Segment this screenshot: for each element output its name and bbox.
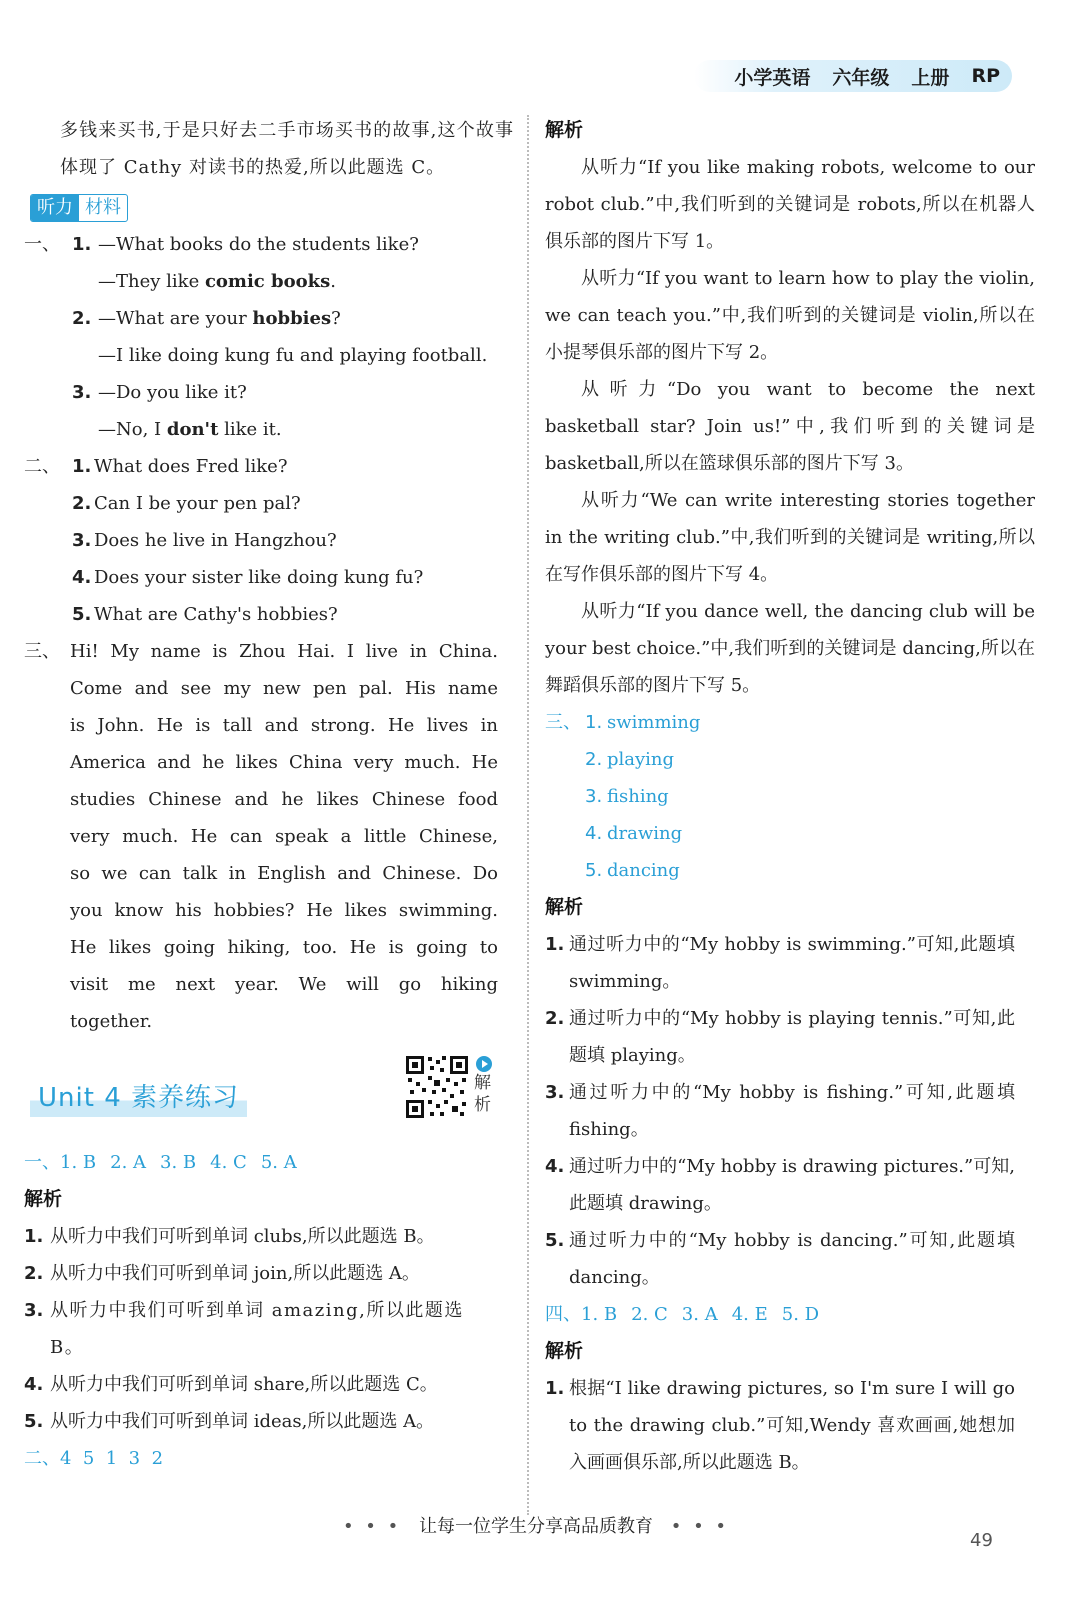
list-item: Does your sister like doing kung fu? xyxy=(94,567,424,588)
explain-text: 从听力中我们可听到单词 amazing,所以此题选 B。 xyxy=(50,1300,464,1358)
left-column xyxy=(24,112,514,1477)
item-number: 2. xyxy=(72,493,92,514)
tag-part1: 听力 xyxy=(31,195,79,221)
answer: playing xyxy=(607,749,675,770)
item-number: 2. xyxy=(585,749,603,770)
unit-explain-list xyxy=(24,1218,514,1440)
item-number: 4. xyxy=(24,1374,44,1395)
item-number: 3. xyxy=(72,382,92,403)
answer: 1. B xyxy=(60,1152,97,1173)
item-number: 4. xyxy=(585,823,603,844)
section-label: 一、 xyxy=(24,234,60,255)
item-number: 1. xyxy=(545,1378,565,1399)
unit-answers-1 xyxy=(24,1144,514,1181)
item-number: 5. xyxy=(24,1411,44,1432)
item-number: 4. xyxy=(545,1156,565,1177)
item-number: 3. xyxy=(585,786,603,807)
play-icon[interactable] xyxy=(476,1056,492,1072)
section-4-explain xyxy=(545,1370,1035,1481)
section-3-answers xyxy=(545,704,1035,889)
explain-text: 通过听力中的“My hobby is dancing.”可知,此题填 dancing。 xyxy=(569,1230,1015,1288)
item-number: 5. xyxy=(585,860,603,881)
explain-text: 通过听力中的“My hobby is swimming.”可知,此题填 swimming。 xyxy=(569,934,1015,992)
explain-text: 从听力中我们可听到单词 clubs,所以此题选 B。 xyxy=(50,1226,435,1247)
answer: 2. C xyxy=(631,1304,668,1325)
explain-text: 通过听力中的“My hobby is playing tennis.”可知,此题填 playing。 xyxy=(569,1008,1015,1066)
column-divider xyxy=(527,115,529,1515)
dialog-line: —They like comic books. xyxy=(98,271,336,292)
item-number: 2. xyxy=(24,1263,44,1284)
item-number: 1. xyxy=(585,712,603,733)
explain-text: 从听力中我们可听到单词 join,所以此题选 A。 xyxy=(50,1263,420,1284)
passage-text: Hi! My name is Zhou Hai. I live in China. Come and see my new pen pal. His name is John. He is tall and strong. He lives in America and he likes China very much. He studies Chinese and he likes Chinese food very much. He can speak a little Chinese, so we can talk in English and Chinese. Do you know his hobbies? He likes swimming. He likes going hiking, too. He is going to visit me next year. We will go hiking together. xyxy=(70,641,498,1032)
analysis-heading: 解析 xyxy=(545,1340,584,1362)
dots-icon: • • • xyxy=(342,1516,402,1537)
answer: 5. D xyxy=(781,1304,820,1325)
dialog-line: —No, I don't like it. xyxy=(98,419,282,440)
answer: 3. A xyxy=(681,1304,718,1325)
explain-text: 通过听力中的“My hobby is drawing pictures.”可知,此题填 drawing。 xyxy=(569,1156,1015,1214)
answer: 5. A xyxy=(260,1152,297,1173)
dots-icon: • • • xyxy=(670,1516,730,1537)
answer: drawing xyxy=(607,823,683,844)
analysis-paragraph: 从听力“If you like making robots, welcome to our robot club.”中,我们听到的关键词是 robots,所以在机器人俱乐部的图片下写 1。 xyxy=(545,157,1035,252)
item-number: 5. xyxy=(545,1230,565,1251)
answer: swimming xyxy=(607,712,701,733)
header-volume: 上册 xyxy=(911,66,950,89)
explain-text: 从听力中我们可听到单词 ideas,所以此题选 A。 xyxy=(50,1411,435,1432)
analysis-heading: 解析 xyxy=(24,1188,63,1210)
book-header xyxy=(694,60,1012,92)
answer: 4 5 1 3 2 xyxy=(60,1448,164,1469)
item-number: 2. xyxy=(72,308,92,329)
analysis-paragraph: 从听力“We can write interesting stories together in the writing club.”中,我们听到的关键词是 writing,所以在写作俱乐部的图片下写 4。 xyxy=(545,490,1035,585)
section-label: 二、 xyxy=(24,456,60,477)
list-item: What are Cathy's hobbies? xyxy=(94,604,338,625)
answer: 4. E xyxy=(731,1304,768,1325)
list-item: Can I be your pen pal? xyxy=(94,493,301,514)
item-number: 1. xyxy=(545,934,565,955)
unit-title: Unit 4 素养练习 xyxy=(30,1080,247,1117)
unit-answers-2 xyxy=(24,1440,514,1477)
tag-part2: 材料 xyxy=(85,197,121,218)
listening-section-1 xyxy=(24,226,514,448)
dialog-line: —What books do the students like? xyxy=(98,234,419,255)
list-item: What does Fred like? xyxy=(94,456,288,477)
analysis-heading: 解析 xyxy=(545,119,584,141)
section-label: 三、 xyxy=(545,712,581,733)
header-subject: 小学英语 xyxy=(734,66,811,89)
qr-label: 解析 xyxy=(474,1073,491,1115)
item-number: 5. xyxy=(72,604,92,625)
item-number: 1. xyxy=(72,234,92,255)
item-number: 1. xyxy=(72,456,92,477)
section-label: 四、 xyxy=(545,1304,581,1325)
listening-section-2 xyxy=(24,448,514,633)
intro-text: 多钱来买书,于是只好去二手市场买书的故事,这个故事体现了 Cathy 对读书的热爱,所以此题选 C。 xyxy=(60,120,514,178)
dialog-line: —What are your hobbies? xyxy=(98,308,341,329)
answer: 2. A xyxy=(110,1152,147,1173)
item-number: 3. xyxy=(545,1082,565,1103)
slogan-text: 让每一位学生分享高品质教育 xyxy=(419,1516,653,1537)
answer: 3. B xyxy=(160,1152,197,1173)
section-4-answers xyxy=(545,1296,1035,1333)
explain-text: 通过听力中的“My hobby is fishing.”可知,此题填 fishing。 xyxy=(569,1082,1015,1140)
item-number: 3. xyxy=(24,1300,44,1321)
header-edition: RP xyxy=(971,65,1000,87)
item-number: 2. xyxy=(545,1008,565,1029)
section-label: 三、 xyxy=(24,641,60,662)
footer-slogan xyxy=(0,1512,1072,1538)
dialog-line: —I like doing kung fu and playing football. xyxy=(98,345,488,366)
analysis-heading: 解析 xyxy=(545,896,584,918)
explain-text: 从听力中我们可听到单词 share,所以此题选 C。 xyxy=(50,1374,438,1395)
item-number: 4. xyxy=(72,567,92,588)
item-number: 3. xyxy=(72,530,92,551)
list-item: Does he live in Hangzhou? xyxy=(94,530,337,551)
unit-heading-block xyxy=(24,1054,514,1138)
analysis-paragraph: 从听力“If you want to learn how to play the violin, we can teach you.”中,我们听到的关键词是 violin,所以在小提琴俱乐部的图片下写 2。 xyxy=(545,268,1035,363)
answer: 1. B xyxy=(581,1304,618,1325)
answer: dancing xyxy=(607,860,680,881)
right-column xyxy=(545,112,1035,1481)
item-number: 1. xyxy=(24,1226,44,1247)
header-grade: 六年级 xyxy=(832,66,890,89)
listening-material-tag xyxy=(30,194,128,222)
analysis-paragraph: 从听力“If you dance well, the dancing club will be your best choice.”中,我们听到的关键词是 dancing,所以在舞蹈俱乐部的图片下写 5。 xyxy=(545,601,1035,696)
qr-code-icon[interactable] xyxy=(404,1054,470,1120)
answer: fishing xyxy=(607,786,669,807)
page-number: 49 xyxy=(970,1530,993,1551)
section-label: 二、 xyxy=(24,1448,60,1469)
answer: 4. C xyxy=(210,1152,247,1173)
dialog-line: —Do you like it? xyxy=(98,382,247,403)
listening-section-3 xyxy=(24,633,514,1040)
section-3-explain xyxy=(545,926,1035,1296)
section-label: 一、 xyxy=(24,1152,60,1173)
explain-text: 根据“I like drawing pictures, so I'm sure I will go to the drawing club.”可知,Wendy 喜欢画画,她想加入画画俱乐部,所以此题选 B。 xyxy=(569,1378,1015,1473)
analysis-paragraph: 从听力“Do you want to become the next basketball star? Join us!”中,我们听到的关键词是 basketball,所以在篮球俱乐部的图片下写 3。 xyxy=(545,379,1035,474)
